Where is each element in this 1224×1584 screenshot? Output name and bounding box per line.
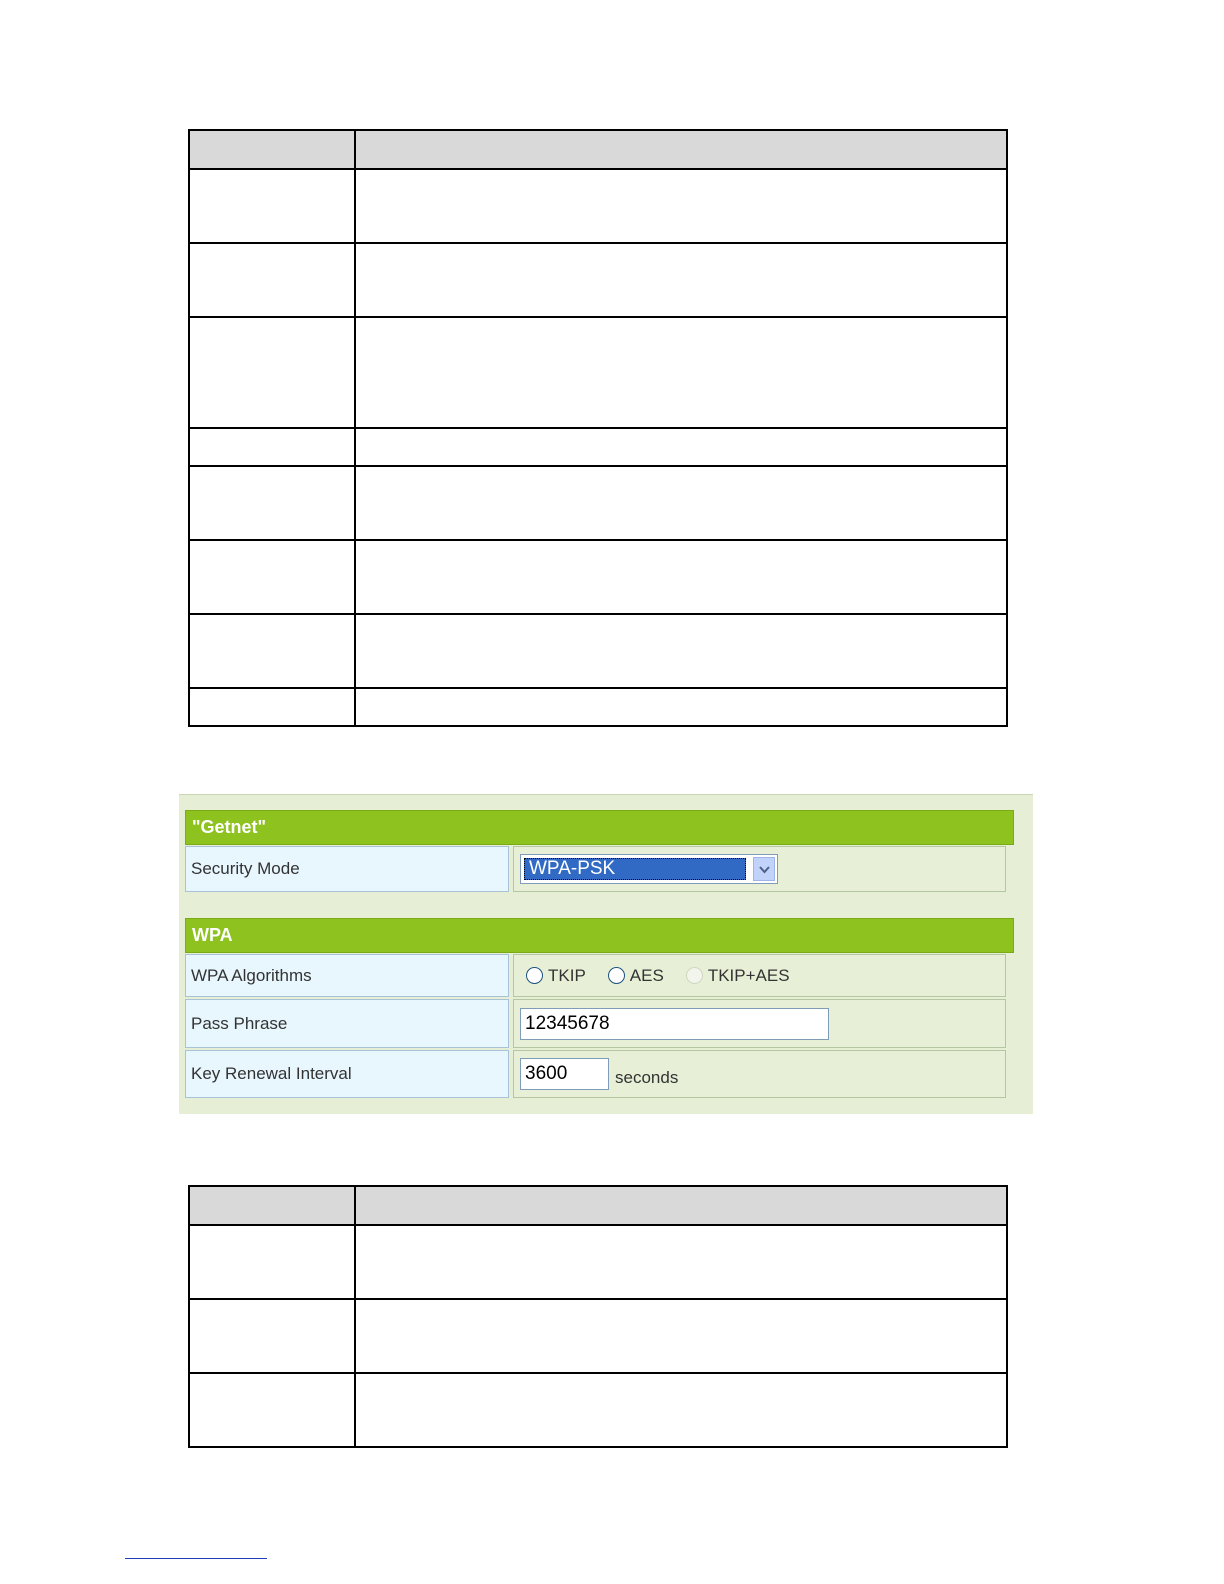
table-row bbox=[189, 243, 1007, 317]
table-cell bbox=[189, 540, 355, 614]
wpa-algorithms-cell bbox=[513, 954, 1006, 997]
wpa-algorithms-label: WPA Algorithms bbox=[185, 954, 509, 997]
wpa-algorithms-row bbox=[185, 954, 1006, 997]
table-row bbox=[189, 466, 1007, 540]
table-cell bbox=[355, 466, 1007, 540]
radio-tkip-aes bbox=[686, 967, 703, 984]
table-row bbox=[189, 614, 1007, 688]
radio-tkip-aes-label: TKIP+AES bbox=[707, 965, 790, 985]
table-row bbox=[189, 1373, 1007, 1447]
wireless-security-panel bbox=[179, 794, 1033, 1114]
table-row bbox=[189, 317, 1007, 428]
key-renewal-row bbox=[185, 1050, 1006, 1098]
description-table-bottom bbox=[188, 1185, 1008, 1448]
table-cell bbox=[189, 169, 355, 243]
table-cell bbox=[189, 466, 355, 540]
table-row bbox=[189, 1225, 1007, 1299]
table-cell bbox=[189, 614, 355, 688]
key-renewal-label: Key Renewal Interval bbox=[185, 1050, 509, 1098]
security-mode-selected-value: WPA-PSK bbox=[524, 858, 746, 880]
chevron-down-icon[interactable] bbox=[753, 857, 775, 881]
pass-phrase-cell bbox=[513, 999, 1006, 1048]
table-row bbox=[189, 169, 1007, 243]
security-mode-select[interactable] bbox=[520, 854, 778, 884]
table-cell bbox=[189, 688, 355, 726]
pass-phrase-label: Pass Phrase bbox=[185, 999, 509, 1048]
table-header-row bbox=[189, 130, 1007, 169]
wpa-section-header: WPA bbox=[185, 918, 1014, 953]
table-cell bbox=[355, 614, 1007, 688]
table-cell bbox=[189, 1186, 355, 1225]
table-row bbox=[189, 540, 1007, 614]
table-row bbox=[189, 1299, 1007, 1373]
footer-rule bbox=[125, 1558, 267, 1559]
table-cell bbox=[355, 169, 1007, 243]
table-cell bbox=[189, 1299, 355, 1373]
key-renewal-cell bbox=[513, 1050, 1006, 1098]
table-cell bbox=[189, 1225, 355, 1299]
table-cell bbox=[355, 1373, 1007, 1447]
key-renewal-input[interactable]: 3600 bbox=[520, 1058, 609, 1090]
table-cell bbox=[355, 540, 1007, 614]
pass-phrase-input[interactable]: 12345678 bbox=[520, 1008, 829, 1040]
table-cell bbox=[189, 1373, 355, 1447]
table-cell bbox=[355, 1299, 1007, 1373]
security-mode-row bbox=[185, 846, 1006, 892]
pass-phrase-row bbox=[185, 999, 1006, 1048]
radio-tkip[interactable] bbox=[526, 967, 543, 984]
key-renewal-unit: seconds bbox=[615, 1068, 679, 1087]
security-mode-label: Security Mode bbox=[185, 846, 509, 892]
radio-aes[interactable] bbox=[608, 967, 625, 984]
security-mode-cell bbox=[513, 846, 1006, 892]
table-cell bbox=[355, 688, 1007, 726]
table-row bbox=[189, 428, 1007, 466]
radio-aes-label[interactable]: AES bbox=[629, 965, 664, 985]
table-row bbox=[189, 688, 1007, 726]
wpa-algorithms-radio-group bbox=[526, 966, 812, 986]
table-cell bbox=[189, 130, 355, 169]
table-cell bbox=[189, 317, 355, 428]
description-table-top bbox=[188, 129, 1008, 727]
table-cell bbox=[189, 428, 355, 466]
table-cell bbox=[355, 130, 1007, 169]
table-cell bbox=[355, 243, 1007, 317]
table-cell bbox=[189, 243, 355, 317]
table-cell bbox=[355, 1186, 1007, 1225]
radio-tkip-label[interactable]: TKIP bbox=[548, 965, 586, 985]
table-cell bbox=[355, 1225, 1007, 1299]
table-header-row bbox=[189, 1186, 1007, 1225]
table-cell bbox=[355, 428, 1007, 466]
ssid-section-header: "Getnet" bbox=[185, 810, 1014, 845]
table-cell bbox=[355, 317, 1007, 428]
